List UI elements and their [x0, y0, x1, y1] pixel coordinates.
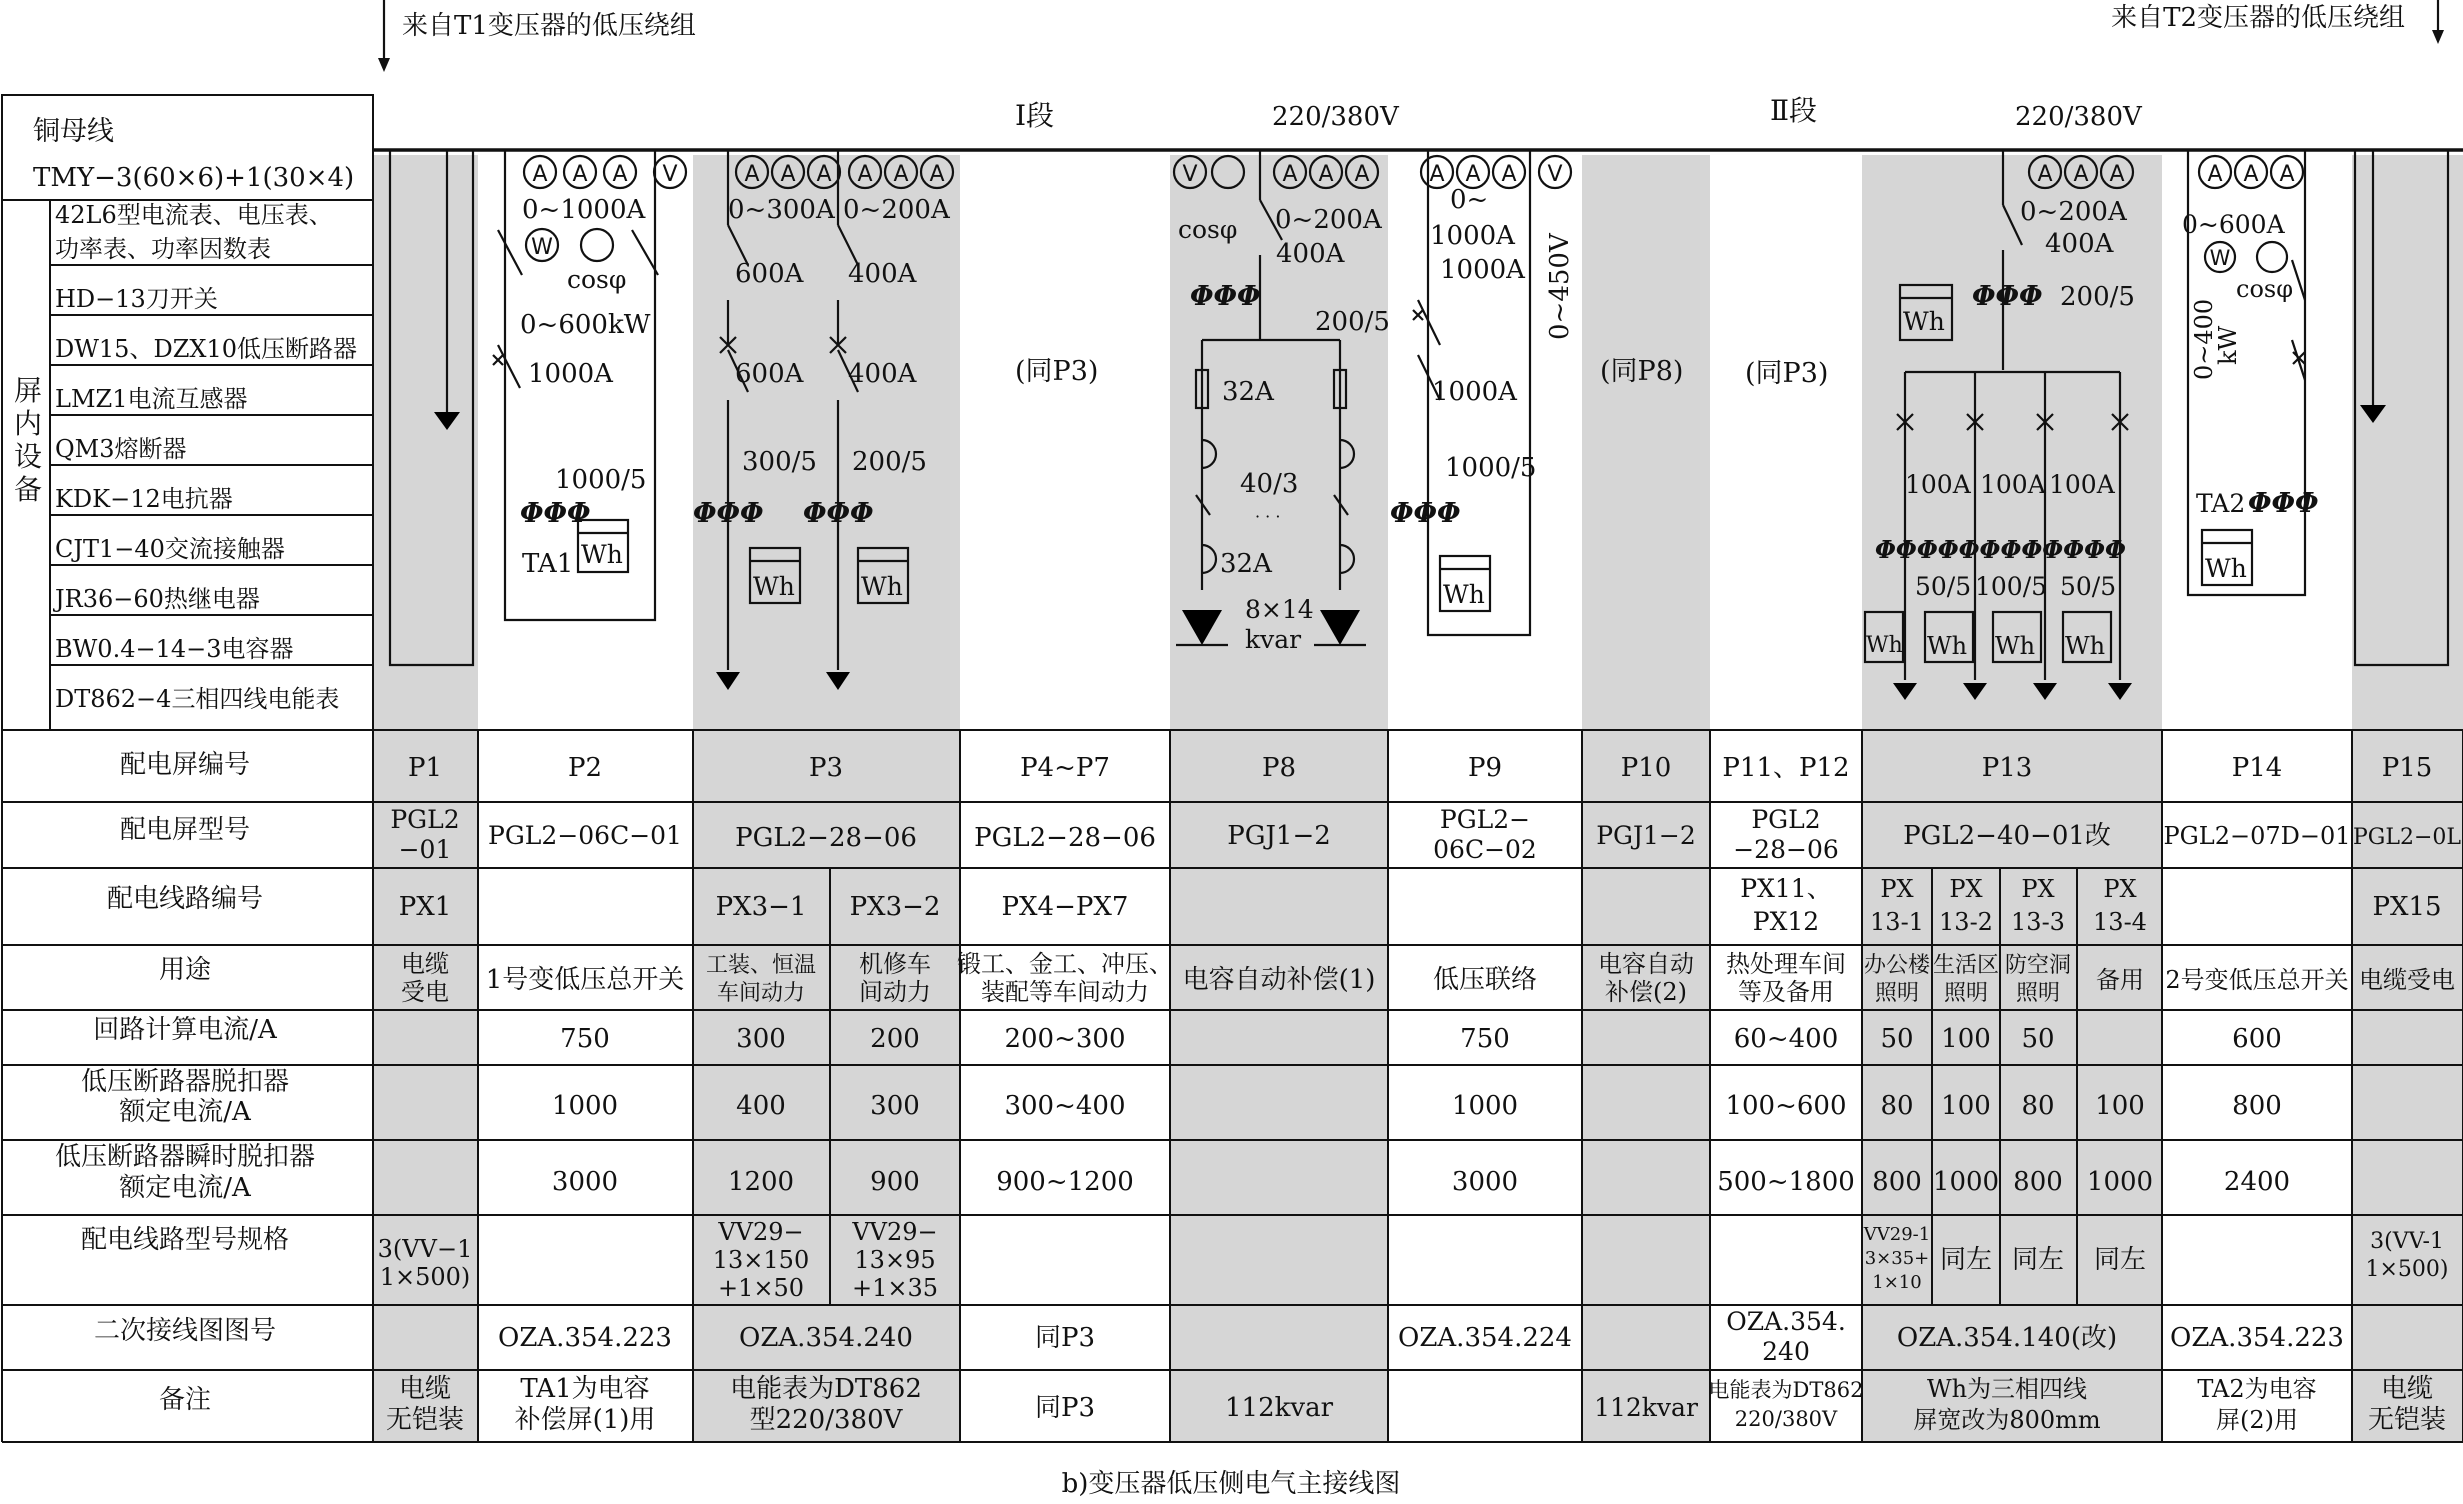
table-cell-text: 电缆受电 — [2359, 966, 2455, 994]
table-cell-text: 办公楼 — [1863, 953, 1931, 978]
table-cell-text: 50 — [2021, 1024, 2055, 1054]
table-cell-text: 补偿(2) — [1605, 978, 1687, 1006]
panel-number: P11、P12 — [1722, 753, 1850, 783]
row-header: 配电线路型号规格 — [80, 1225, 290, 1255]
svg-text:0~600kW: 0~600kW — [520, 310, 651, 340]
table-cell-text: 照明 — [2015, 981, 2061, 1006]
svg-text:0~400: 0~400 — [2190, 298, 2218, 380]
table-cell-text: 900~1200 — [996, 1167, 1134, 1197]
legend-item: LMZ1电流互感器 — [55, 385, 248, 413]
table-cell-text: 100 — [2095, 1091, 2145, 1121]
table-cell-text: VV29− — [852, 1218, 938, 1246]
svg-text:100/5: 100/5 — [1975, 572, 2048, 601]
table-cell-text: 电容自动 — [1598, 950, 1694, 978]
table-cell-text: PGL2− — [1439, 805, 1531, 834]
table-cell-text: 800 — [1872, 1167, 1922, 1197]
svg-text:1000/5: 1000/5 — [1445, 453, 1537, 483]
svg-text:50/5: 50/5 — [1915, 572, 1972, 601]
table-cell-text: 备用 — [2096, 966, 2144, 994]
voltage-1-label: 220/380V — [1272, 102, 1399, 132]
busbar-title: 铜母线 — [33, 116, 114, 147]
panel-number: P15 — [2381, 753, 2433, 783]
table-cell-text: OZA.354.240 — [739, 1323, 913, 1353]
table-cell-text: 装配等车间动力 — [981, 978, 1149, 1006]
table-cell-text: 工装、恒温 — [705, 953, 817, 978]
svg-text:0~300A: 0~300A — [728, 195, 835, 225]
table-cell-text: 112kvar — [1225, 1393, 1333, 1423]
table-cell-text: 补偿屏(1)用 — [514, 1405, 656, 1435]
group-char-2: 内 — [14, 407, 43, 440]
svg-text:Wh: Wh — [2065, 632, 2106, 660]
panel-p2-schematic — [493, 150, 686, 620]
group-char-4: 备 — [14, 473, 43, 506]
table-cell-text: 电容自动补偿(1) — [1182, 965, 1376, 995]
panel-number: P3 — [808, 753, 844, 783]
svg-text:1000A: 1000A — [1432, 377, 1517, 407]
svg-text:W: W — [2209, 246, 2231, 270]
svg-text:A: A — [857, 162, 873, 187]
svg-text:8×14: 8×14 — [1245, 595, 1314, 624]
table-cell-text: 50 — [1880, 1024, 1914, 1054]
table-cell-text: 06C−02 — [1433, 835, 1537, 864]
ammeter-icon: A — [572, 162, 588, 187]
p10-same-label: (同P8) — [1600, 356, 1684, 387]
svg-text:600A: 600A — [735, 359, 804, 389]
table-cell-text: PGL2−0L — [2352, 825, 2462, 850]
wattmeter-icon: W — [531, 235, 553, 260]
table-cell-text: 型220/380V — [749, 1405, 903, 1435]
table-cell-text: OZA.354. — [1726, 1307, 1846, 1336]
table-cell-text: VV29-1 — [1863, 1224, 1931, 1245]
svg-text:· · ·: · · · — [1255, 507, 1281, 526]
table-cell-text: 同左 — [1939, 1245, 1993, 1275]
legend-item: BW0.4−14−3电容器 — [55, 635, 294, 663]
table-cell-text: PGL2−06C−01 — [488, 821, 682, 850]
svg-text:300/5: 300/5 — [742, 447, 817, 477]
svg-text:100A: 100A — [2049, 470, 2115, 499]
panel-number: P13 — [1981, 753, 2033, 783]
panel-number: P10 — [1620, 753, 1672, 783]
legend-item: QM3熔断器 — [55, 435, 187, 463]
table-cell-text: 1000 — [551, 1091, 619, 1121]
table-cell-text: 500~1800 — [1717, 1167, 1855, 1197]
table-cell-text: PGJ1−2 — [1227, 821, 1331, 851]
svg-text:A: A — [816, 162, 832, 187]
table-cell-text: 同左 — [2093, 1245, 2147, 1275]
table-cell-text: PGJ1−2 — [1596, 821, 1696, 850]
svg-text:Wh: Wh — [2205, 554, 2247, 583]
incoming-feeders — [378, 0, 2444, 72]
table-cell-text: 13-1 — [1870, 908, 1924, 936]
row-header: 配电屏编号 — [119, 750, 251, 780]
table-cell-text: PGL2−07D−01 — [2163, 822, 2351, 850]
legend-item: KDK−12电抗器 — [55, 485, 233, 513]
table-cell-text: 220/380V — [1734, 1407, 1838, 1431]
svg-text:cosφ: cosφ — [2236, 275, 2294, 303]
table-cell-text: PX — [1880, 875, 1914, 903]
table-cell-text: 热处理车间 — [1726, 950, 1846, 978]
table-cell-text: PX — [1949, 875, 1983, 903]
svg-text:200/5: 200/5 — [1315, 307, 1390, 337]
table-cell-text: TA1为电容 — [520, 1374, 650, 1404]
svg-text:200/5: 200/5 — [852, 447, 927, 477]
svg-text:cosφ: cosφ — [1178, 215, 1238, 244]
table-cell-text: PX3−1 — [715, 892, 807, 922]
table-cell-text: 100 — [1941, 1091, 1991, 1121]
table-cell-text: Wh为三相四线 — [1926, 1375, 2088, 1403]
panel-number: P14 — [2231, 753, 2283, 783]
table-cell-text: 3×35+ — [1864, 1248, 1930, 1269]
table-cell-text: +1×50 — [717, 1274, 805, 1302]
svg-text:Wh: Wh — [1995, 632, 2036, 660]
table-cell-text: 1×10 — [1872, 1272, 1922, 1293]
energy-meter-icon: Wh — [581, 540, 623, 569]
table-cell-text: 750 — [560, 1024, 610, 1054]
row-header: 备注 — [158, 1385, 212, 1415]
svg-text:400A: 400A — [2045, 229, 2114, 259]
svg-text:Wh: Wh — [1443, 580, 1485, 609]
svg-text:A: A — [1429, 162, 1445, 187]
table-cell-text: 800 — [2232, 1091, 2282, 1121]
table-cell-text: 3000 — [551, 1167, 619, 1197]
table-cell-text: OZA.354.223 — [2170, 1323, 2344, 1353]
table-cell-text: 100 — [1941, 1024, 1991, 1054]
table-cell-text: 屏宽改为800mm — [1913, 1406, 2101, 1434]
source-t2-label: 来自T2变压器的低压绕组 — [2111, 3, 2405, 33]
table-cell-text: 1×500) — [379, 1263, 471, 1291]
svg-text:200/5: 200/5 — [2060, 282, 2135, 312]
svg-text:Wh: Wh — [753, 572, 795, 601]
table-cell-text: 200 — [870, 1024, 920, 1054]
table-cell-text: 13×150 — [712, 1246, 810, 1274]
voltage-2-label: 220/380V — [2015, 102, 2142, 132]
svg-text:100A: 100A — [1980, 470, 2046, 499]
svg-text:A: A — [780, 162, 796, 187]
table-cell-text: 750 — [1460, 1024, 1510, 1054]
table-cell-text: 电能表为DT862 — [730, 1374, 922, 1404]
svg-text:32A: 32A — [1222, 377, 1274, 407]
table-cell-text: 1000 — [1451, 1091, 1519, 1121]
left-legend — [2, 95, 373, 730]
table-cell-text: 1000 — [1932, 1167, 2000, 1197]
row-header: 额定电流/A — [119, 1173, 251, 1203]
table-cell-text: +1×35 — [851, 1274, 939, 1302]
svg-text:400A: 400A — [848, 359, 917, 389]
table-cell-text: 间动力 — [859, 978, 931, 1006]
table-cell-text: 13-3 — [2011, 908, 2065, 936]
table-cell-text: 60~400 — [1733, 1024, 1839, 1054]
panel-shading — [373, 95, 2463, 1442]
svg-text:Wh: Wh — [1903, 307, 1945, 336]
svg-text:ΦΦΦ: ΦΦΦ — [1190, 281, 1261, 312]
row-header: 低压断路器脱扣器 — [80, 1067, 290, 1097]
table-cell-text: PGL2−40−01改 — [1903, 821, 2111, 851]
table-cell-text: 200~300 — [1004, 1024, 1126, 1054]
table-cell-text: 3(VV-1 — [2370, 1229, 2444, 1254]
p11-same-label: (同P3) — [1745, 358, 1829, 389]
row-header: 用途 — [158, 955, 212, 985]
legend-item: CJT1−40交流接触器 — [55, 535, 285, 563]
table-cell-text: 600 — [2232, 1024, 2282, 1054]
table-cell-text: 13-4 — [2093, 908, 2147, 936]
svg-text:kW: kW — [2214, 325, 2242, 365]
table-cell-text: 1×500) — [2365, 1257, 2449, 1282]
svg-text:40/3: 40/3 — [1240, 469, 1299, 499]
row-header: 配电线路编号 — [106, 884, 264, 914]
table-cell-text: 900 — [870, 1167, 920, 1197]
section-1-label: Ⅰ段 — [1015, 99, 1055, 132]
svg-text:A: A — [893, 162, 909, 187]
table-cell-text: 同P3 — [1034, 1393, 1096, 1423]
svg-text:ΦΦΦ: ΦΦΦ — [803, 498, 874, 529]
row-header: 低压断路器瞬时脱扣器 — [54, 1142, 316, 1172]
row-header: 配电屏型号 — [119, 815, 251, 845]
table-cell-text: −28−06 — [1733, 835, 1839, 864]
table-cell-text: 电缆 — [401, 950, 449, 978]
table-cell-text: 屏(2)用 — [2216, 1406, 2298, 1434]
svg-text:A: A — [1465, 162, 1481, 187]
svg-text:A: A — [744, 162, 760, 187]
svg-text:TA1: TA1 — [522, 549, 574, 579]
table-cell-text: 1200 — [727, 1167, 795, 1197]
table-cell-text: 照明 — [1943, 981, 1989, 1006]
busbar-spec: TMY−3(60×6)+1(30×4) — [33, 163, 355, 193]
svg-text:A: A — [2279, 162, 2295, 187]
panel-number: P8 — [1261, 753, 1297, 783]
table-cell-text: 100~600 — [1725, 1091, 1847, 1121]
table-cell-text: PX3−2 — [849, 892, 941, 922]
svg-text:1000/5: 1000/5 — [555, 465, 647, 495]
table-cell-text: 电缆 — [398, 1374, 452, 1404]
svg-text:0~200A: 0~200A — [1275, 205, 1382, 235]
table-cell-text: 2400 — [2223, 1167, 2291, 1197]
table-cell-text: 240 — [1762, 1337, 1810, 1366]
table-cell-text: OZA.354.223 — [498, 1323, 672, 1353]
svg-text:0~450V: 0~450V — [1545, 233, 1575, 340]
p4-same-label: (同P3) — [1015, 356, 1099, 387]
table-cell-text: PX12 — [1752, 907, 1820, 936]
table-cell-text: 等及备用 — [1738, 978, 1834, 1006]
panel-number: P2 — [567, 753, 603, 783]
legend-item: HD−13刀开关 — [55, 285, 218, 313]
table-cell-text: PGL2 — [390, 805, 460, 834]
legend-item: 功率表、功率因数表 — [55, 235, 271, 263]
svg-text:A: A — [1318, 162, 1334, 187]
table-cell-text: 3000 — [1451, 1167, 1519, 1197]
table-cell-text: −01 — [398, 835, 452, 864]
svg-text:A: A — [2207, 162, 2223, 187]
table-cell-text: 锻工、金工、冲压、 — [957, 950, 1173, 978]
panel-number: P9 — [1467, 753, 1503, 783]
section-2-label: Ⅱ段 — [1770, 94, 1818, 127]
svg-text:A: A — [929, 162, 945, 187]
table-cell-text: 112kvar — [1594, 1393, 1698, 1422]
table-cell-text: OZA.354.224 — [1398, 1323, 1572, 1353]
ct-symbols: ΦΦΦ — [520, 498, 591, 529]
svg-text:A: A — [1282, 162, 1298, 187]
svg-text:1000A: 1000A — [1440, 255, 1525, 285]
table-cell-text: 电缆 — [2380, 1374, 2434, 1404]
svg-text:A: A — [1501, 162, 1517, 187]
svg-text:Wh: Wh — [1866, 633, 1903, 658]
group-char-1: 屏 — [14, 374, 43, 407]
table-cell-text: 机修车 — [859, 950, 931, 978]
table-cell-text: 1000 — [2086, 1167, 2154, 1197]
svg-text:ΦΦΦ: ΦΦΦ — [693, 498, 764, 529]
svg-text:ΦΦΦ: ΦΦΦ — [1972, 281, 2043, 312]
svg-text:Wh: Wh — [1927, 632, 1968, 660]
panel-number: P1 — [407, 753, 443, 783]
table-cell-text: 3(VV−1 — [377, 1235, 473, 1263]
svg-text:kvar: kvar — [1245, 625, 1302, 654]
svg-text:100A: 100A — [1905, 470, 1971, 499]
table-cell-text: 车间动力 — [716, 981, 806, 1006]
row-header: 二次接线图图号 — [93, 1316, 277, 1346]
table-cell-text: PX — [2103, 875, 2137, 903]
svg-text:A: A — [2073, 162, 2089, 187]
row-header: 额定电流/A — [119, 1097, 251, 1127]
svg-text:ΦΦΦ: ΦΦΦ — [1390, 498, 1461, 529]
table-cell-text: 13×95 — [854, 1246, 936, 1274]
svg-text:32A: 32A — [1220, 549, 1272, 579]
legend-item: DT862−4三相四线电能表 — [55, 685, 340, 713]
table-cell-text: 电能表为DT862 — [1708, 1378, 1864, 1402]
table-cell-text: PX — [2021, 875, 2055, 903]
figure-caption: b)变压器低压侧电气主接线图 — [1061, 1469, 1401, 1499]
table-cell-text: PX15 — [2372, 892, 2442, 922]
panel-number: P4~P7 — [1020, 753, 1110, 783]
table-cell-text: 80 — [1880, 1091, 1914, 1121]
table-cell-text: 400 — [736, 1091, 786, 1121]
svg-text:V: V — [1182, 162, 1198, 187]
table-cell-text: PX4−PX7 — [1001, 892, 1129, 922]
ammeter-icon: A — [612, 162, 628, 187]
svg-text:400A: 400A — [848, 259, 917, 289]
svg-text:A: A — [2109, 162, 2125, 187]
table-cell-text: OZA.354.140(改) — [1896, 1323, 2118, 1353]
table-cell-text: 300~400 — [1004, 1091, 1126, 1121]
table-cell-text: 300 — [736, 1024, 786, 1054]
table-cell-text: 防空洞 — [2004, 953, 2072, 978]
table-cell-text: TA2为电容 — [2197, 1375, 2317, 1403]
svg-text:A: A — [2243, 162, 2259, 187]
table-cell-text: 2号变低压总开关 — [2165, 966, 2349, 994]
svg-text:0~200A: 0~200A — [843, 195, 950, 225]
svg-text:ΦΦΦΦΦΦΦΦΦΦΦΦ: ΦΦΦΦΦΦΦΦΦΦΦΦ — [1875, 535, 2126, 564]
legend-item: 42L6型电流表、电压表、 — [55, 201, 333, 229]
ammeter-icon: A — [532, 162, 548, 187]
row-header: 回路计算电流/A — [93, 1015, 277, 1045]
legend-item: JR36−60热继电器 — [55, 585, 260, 613]
table-cell-text: PX1 — [398, 892, 452, 922]
table-cell-text: PGL2 — [1751, 805, 1821, 834]
group-char-3: 设 — [14, 440, 43, 473]
table-cell-text: 80 — [2021, 1091, 2055, 1121]
table-cell-text: 800 — [2013, 1167, 2063, 1197]
panel-p9-schematic — [1390, 150, 1575, 635]
table-cell-text: 无铠装 — [385, 1405, 465, 1435]
svg-text:A: A — [1354, 162, 1370, 187]
table-cell-text: 生活区 — [1932, 953, 2000, 978]
table-cell-text: 1号变低压总开关 — [485, 965, 685, 995]
svg-text:TA2: TA2 — [2196, 489, 2246, 518]
table-cell-text: 同左 — [2011, 1245, 2065, 1275]
svg-text:A: A — [2037, 162, 2053, 187]
svg-text:0~1000A: 0~1000A — [522, 195, 646, 225]
svg-text:V: V — [1547, 162, 1563, 187]
svg-text:0~600A: 0~600A — [2182, 210, 2285, 239]
table-cell-text: PGL2−28−06 — [974, 823, 1156, 853]
table-cell-text: 300 — [870, 1091, 920, 1121]
svg-text:1000A: 1000A — [528, 359, 613, 389]
svg-text:0~: 0~ — [1450, 185, 1489, 215]
svg-text:Wh: Wh — [861, 572, 903, 601]
svg-text:ΦΦΦ: ΦΦΦ — [2248, 488, 2319, 519]
svg-text:50/5: 50/5 — [2060, 572, 2117, 601]
table-cell-text: 同P3 — [1034, 1323, 1096, 1353]
svg-text:400A: 400A — [1276, 239, 1345, 269]
table-cell-text: 13-2 — [1939, 908, 1993, 936]
svg-text:0~200A: 0~200A — [2020, 197, 2127, 227]
table-cell-text: 低压联络 — [1432, 965, 1538, 995]
table-cell-text: 无铠装 — [2367, 1405, 2447, 1435]
table-cell-text: VV29− — [718, 1218, 804, 1246]
source-t1-label: 来自T1变压器的低压绕组 — [402, 11, 696, 41]
table-cell-text: 照明 — [1874, 981, 1920, 1006]
table-cell-text: 受电 — [401, 978, 449, 1006]
legend-item: DW15、DZX10低压断路器 — [55, 335, 357, 363]
table-cell-text: PGL2−28−06 — [735, 823, 917, 853]
svg-text:1000A: 1000A — [1430, 221, 1515, 251]
svg-text:600A: 600A — [735, 259, 804, 289]
panel-p14-schematic — [2182, 150, 2319, 595]
svg-text:cosφ: cosφ — [567, 265, 627, 294]
voltmeter-icon: V — [662, 162, 678, 187]
table-cell-text: PX11、 — [1740, 874, 1832, 903]
